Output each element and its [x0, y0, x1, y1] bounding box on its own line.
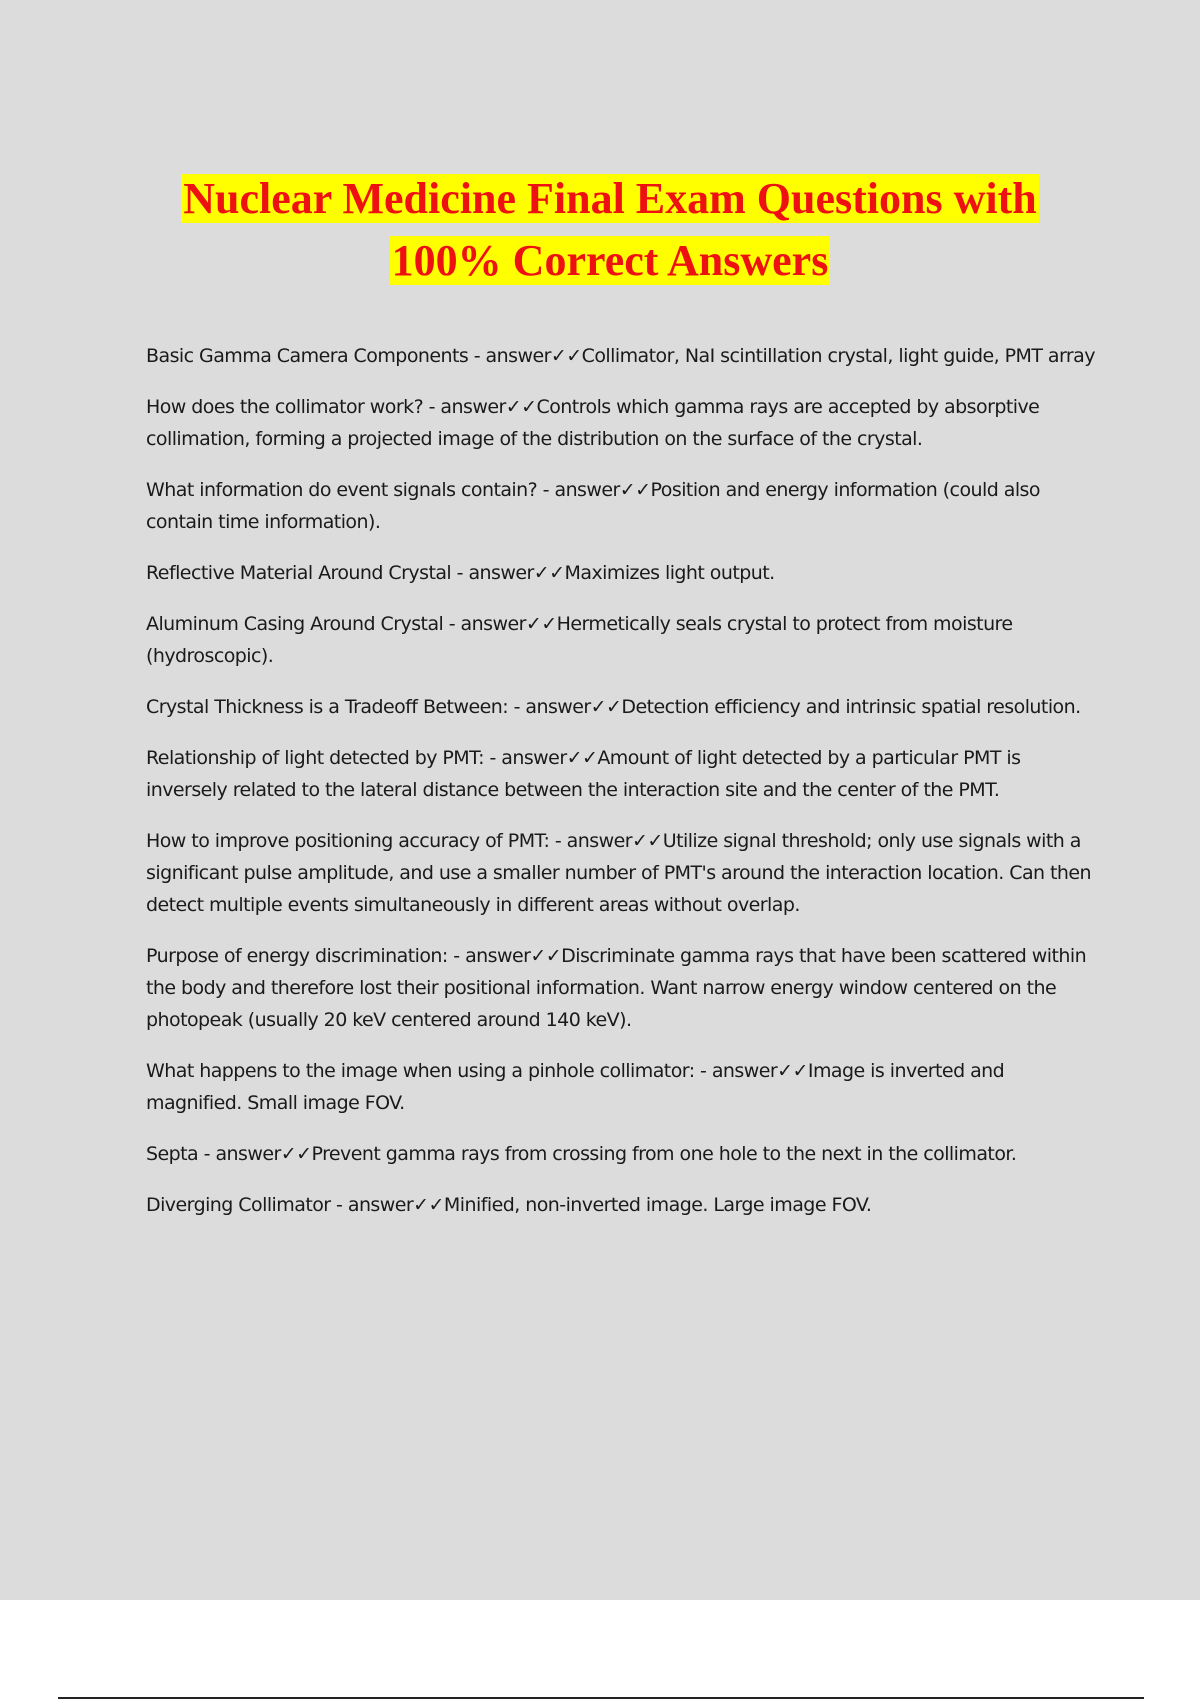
qa-item: Crystal Thickness is a Tradeoff Between: - answer✓✓Detection efficiency and intrinsic spatial resolution.	[146, 696, 1081, 718]
qa-item: Diverging Collimator - answer✓✓Minified, non-inverted image. Large image FOV.	[146, 1194, 872, 1216]
qa-item: Purpose of energy discrimination: - answer✓✓Discriminate gamma rays that have been scattered within the body and therefore lost their positional information. Want narrow energy window centered on the photopeak (usually 20 keV centered around 140 keV).	[146, 945, 1087, 1031]
qa-item: Basic Gamma Camera Components - answer✓✓Collimator, NaI scintillation crystal, light guide, PMT array	[146, 345, 1095, 367]
qa-item: Reflective Material Around Crystal - answer✓✓Maximizes light output.	[146, 562, 775, 584]
title-line-1: Nuclear Medicine Final Exam Questions with	[183, 174, 1037, 223]
bottom-divider	[58, 1697, 1144, 1699]
title-line-2: 100% Correct Answers	[391, 236, 829, 285]
qa-item: How does the collimator work? - answer✓✓Controls which gamma rays are accepted by absorptive collimation, forming a projected image of the distribution on the surface of the crystal.	[146, 396, 1040, 450]
qa-item: What information do event signals contain? - answer✓✓Position and energy information (could also contain time information).	[146, 479, 1040, 533]
qa-item: What happens to the image when using a pinhole collimator: - answer✓✓Image is inverted and magnified. Small image FOV.	[146, 1060, 1005, 1114]
qa-item: How to improve positioning accuracy of PMT: - answer✓✓Utilize signal threshold; only use signals with a significant pulse amplitude, and use a smaller number of PMT's around the interaction location. Can then detect multiple events simultaneously in different areas without overlap.	[146, 830, 1092, 916]
page-footer-area	[0, 1600, 1200, 1700]
document-title	[120, 168, 1100, 292]
qa-item: Septa - answer✓✓Prevent gamma rays from crossing from one hole to the next in the collimator.	[146, 1143, 1017, 1165]
qa-item: Relationship of light detected by PMT: - answer✓✓Amount of light detected by a particular PMT is inversely related to the lateral distance between the interaction site and the center of the PMT.	[146, 747, 1021, 801]
qa-list	[146, 340, 1096, 1240]
qa-item: Aluminum Casing Around Crystal - answer✓✓Hermetically seals crystal to protect from moisture (hydroscopic).	[146, 613, 1013, 667]
